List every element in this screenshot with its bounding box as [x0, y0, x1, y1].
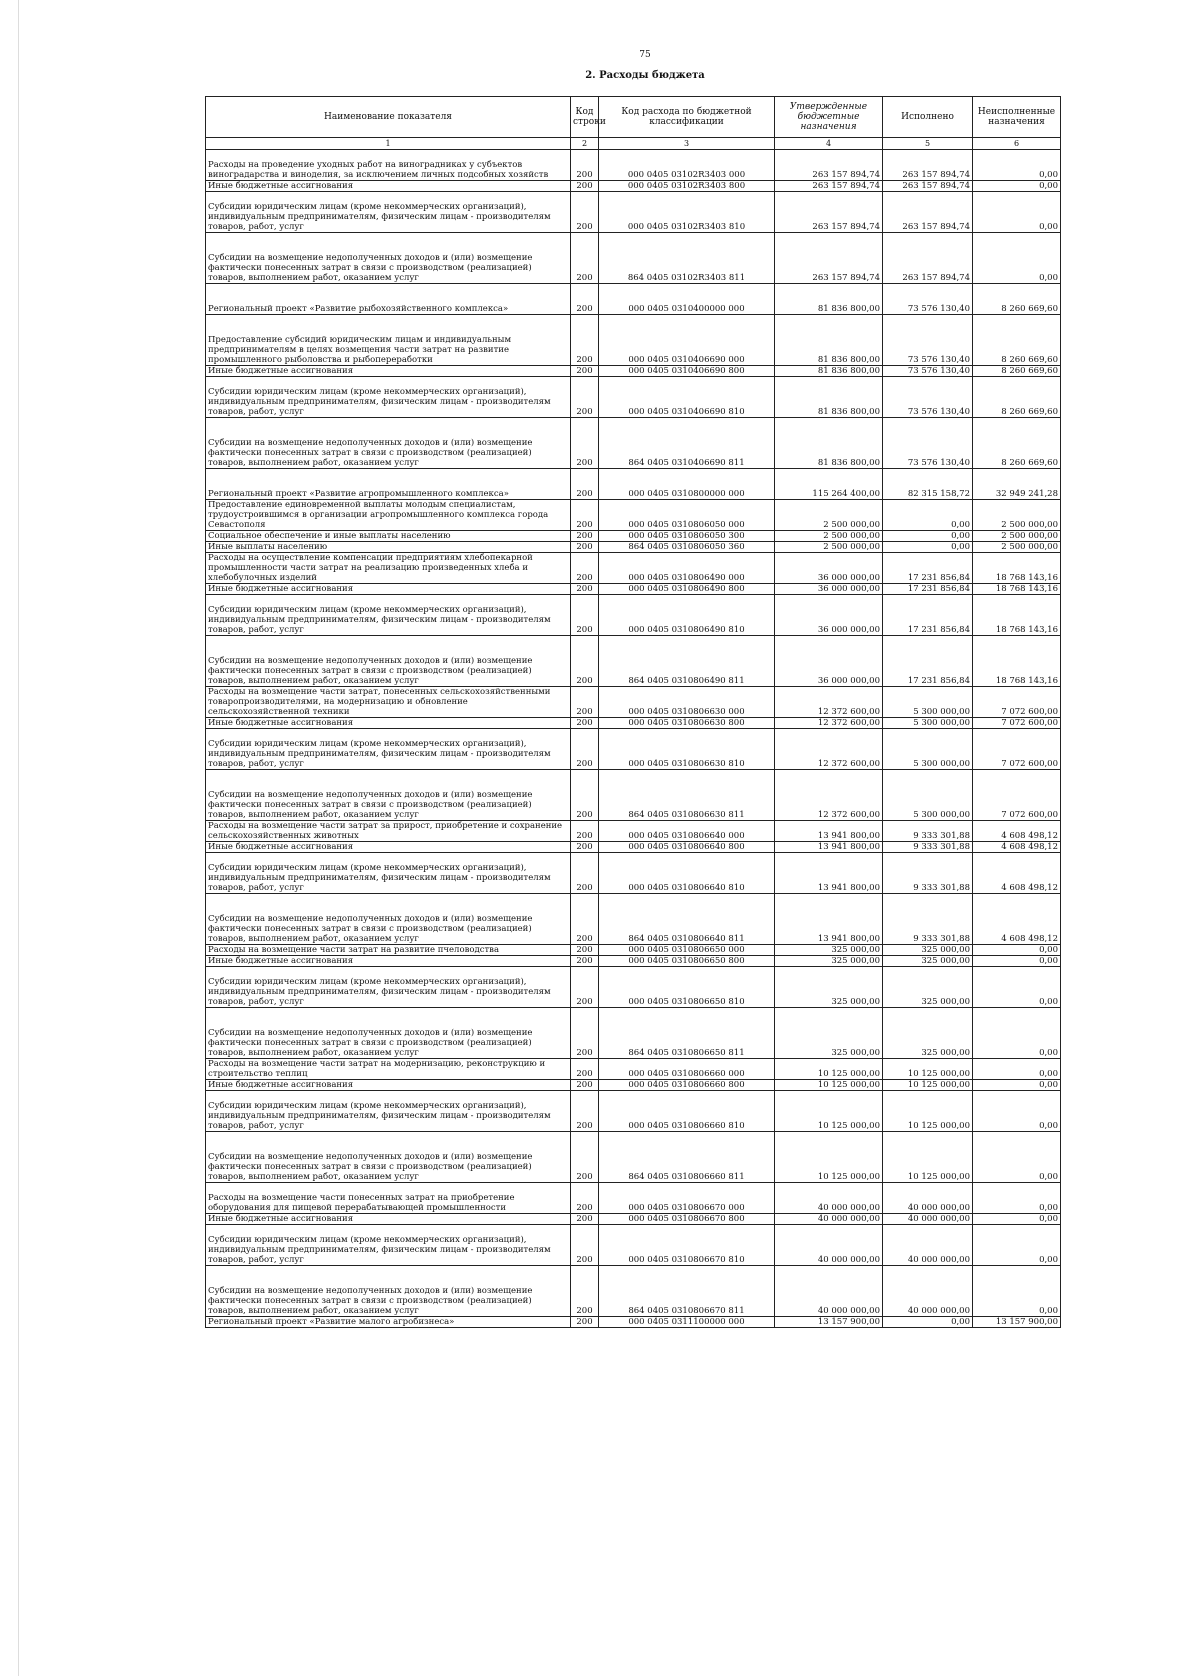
- table-row: [206, 729, 1061, 770]
- row-line-code-cell: 200: [571, 770, 599, 821]
- row-executed-cell: 10 125 000,00: [883, 1059, 973, 1080]
- row-approved-cell: 263 157 894,74: [775, 233, 883, 284]
- table-row: [206, 531, 1061, 542]
- section-title: 2. Расходы бюджета: [585, 70, 705, 81]
- row-name-cell: Субсидии юридическим лицам (кроме некоммерческих организаций), индивидуальным предпринимателям, физическим лицам - производителям товаров, работ, услуг: [206, 192, 571, 233]
- row-line-code-cell: 200: [571, 1091, 599, 1132]
- row-approved-cell: 12 372 600,00: [775, 718, 883, 729]
- row-executed-cell: 9 333 301,88: [883, 853, 973, 894]
- row-name-cell: Расходы на проведение уходных работ на виноградниках у субъектов виноградарства и виноделия, за исключением личных подсобных хозяйств: [206, 150, 571, 181]
- row-line-code-cell: 200: [571, 945, 599, 956]
- row-name-cell: Субсидии юридическим лицам (кроме некоммерческих организаций), индивидуальным предпринимателям, физическим лицам - производителям товаров, работ, услуг: [206, 1091, 571, 1132]
- row-name-cell: Региональный проект «Развитие агропромышленного комплекса»: [206, 469, 571, 500]
- row-executed-cell: 17 231 856,84: [883, 636, 973, 687]
- row-line-code-cell: 200: [571, 956, 599, 967]
- row-approved-cell: 40 000 000,00: [775, 1183, 883, 1214]
- row-budget-code-cell: 864 0405 0310806490 811: [599, 636, 775, 687]
- table-row: [206, 967, 1061, 1008]
- row-approved-cell: 325 000,00: [775, 1008, 883, 1059]
- row-budget-code-cell: 864 0405 0310806640 811: [599, 894, 775, 945]
- row-approved-cell: 325 000,00: [775, 945, 883, 956]
- row-unexecuted-cell: 4 608 498,12: [973, 853, 1061, 894]
- row-budget-code-cell: 000 0405 0310806050 000: [599, 500, 775, 531]
- row-approved-cell: 2 500 000,00: [775, 500, 883, 531]
- row-approved-cell: 81 836 800,00: [775, 366, 883, 377]
- table-row: [206, 366, 1061, 377]
- row-executed-cell: 263 157 894,74: [883, 233, 973, 284]
- row-unexecuted-cell: 0,00: [973, 956, 1061, 967]
- row-unexecuted-cell: 0,00: [973, 1008, 1061, 1059]
- table-row: [206, 595, 1061, 636]
- row-line-code-cell: 200: [571, 967, 599, 1008]
- row-approved-cell: 81 836 800,00: [775, 377, 883, 418]
- row-executed-cell: 0,00: [883, 542, 973, 553]
- row-unexecuted-cell: 7 072 600,00: [973, 770, 1061, 821]
- table-row: [206, 1080, 1061, 1091]
- row-budget-code-cell: 000 0405 0310806490 810: [599, 595, 775, 636]
- row-approved-cell: 12 372 600,00: [775, 770, 883, 821]
- header-executed: Исполнено: [883, 97, 973, 138]
- column-number: 3: [599, 138, 775, 150]
- row-executed-cell: 40 000 000,00: [883, 1214, 973, 1225]
- table-row: [206, 945, 1061, 956]
- row-executed-cell: 5 300 000,00: [883, 770, 973, 821]
- row-executed-cell: 263 157 894,74: [883, 181, 973, 192]
- row-line-code-cell: 200: [571, 181, 599, 192]
- row-line-code-cell: 200: [571, 377, 599, 418]
- row-budget-code-cell: 000 0405 0310806490 800: [599, 584, 775, 595]
- row-approved-cell: 325 000,00: [775, 967, 883, 1008]
- row-budget-code-cell: 864 0405 0310406690 811: [599, 418, 775, 469]
- row-approved-cell: 40 000 000,00: [775, 1225, 883, 1266]
- row-unexecuted-cell: 0,00: [973, 967, 1061, 1008]
- row-line-code-cell: 200: [571, 1183, 599, 1214]
- row-executed-cell: 5 300 000,00: [883, 729, 973, 770]
- row-approved-cell: 36 000 000,00: [775, 636, 883, 687]
- row-executed-cell: 73 576 130,40: [883, 284, 973, 315]
- row-unexecuted-cell: 4 608 498,12: [973, 842, 1061, 853]
- row-line-code-cell: 200: [571, 729, 599, 770]
- row-approved-cell: 81 836 800,00: [775, 315, 883, 366]
- row-name-cell: Субсидии юридическим лицам (кроме некоммерческих организаций), индивидуальным предпринимателям, физическим лицам - производителям товаров, работ, услуг: [206, 967, 571, 1008]
- row-budget-code-cell: 000 0405 0310806630 810: [599, 729, 775, 770]
- row-executed-cell: 9 333 301,88: [883, 842, 973, 853]
- row-executed-cell: 40 000 000,00: [883, 1183, 973, 1214]
- header-name: Наименование показателя: [206, 97, 571, 138]
- row-approved-cell: 263 157 894,74: [775, 150, 883, 181]
- row-unexecuted-cell: 2 500 000,00: [973, 500, 1061, 531]
- row-approved-cell: 12 372 600,00: [775, 729, 883, 770]
- row-line-code-cell: 200: [571, 842, 599, 853]
- row-name-cell: Субсидии юридическим лицам (кроме некоммерческих организаций), индивидуальным предпринимателям, физическим лицам - производителям товаров, работ, услуг: [206, 377, 571, 418]
- table-row: [206, 853, 1061, 894]
- row-budget-code-cell: 000 0405 0311100000 000: [599, 1317, 775, 1328]
- row-budget-code-cell: 000 0405 0310806650 800: [599, 956, 775, 967]
- row-unexecuted-cell: 18 768 143,16: [973, 584, 1061, 595]
- table-row: [206, 150, 1061, 181]
- header-approved: Утвержденные бюджетные назначения: [775, 97, 883, 138]
- row-budget-code-cell: 000 0405 0310806640 810: [599, 853, 775, 894]
- row-budget-code-cell: 000 0405 0310806650 000: [599, 945, 775, 956]
- table-row: [206, 1225, 1061, 1266]
- row-name-cell: Иные бюджетные ассигнования: [206, 1080, 571, 1091]
- row-budget-code-cell: 000 0405 0310806640 000: [599, 821, 775, 842]
- table-row: [206, 1183, 1061, 1214]
- row-name-cell: Субсидии на возмещение недополученных доходов и (или) возмещение фактически понесенных затрат в связи с производством (реализацией) товаров, выполнением работ, оказанием услуг: [206, 1266, 571, 1317]
- row-executed-cell: 9 333 301,88: [883, 894, 973, 945]
- row-name-cell: Субсидии на возмещение недополученных доходов и (или) возмещение фактически понесенных затрат в связи с производством (реализацией) товаров, выполнением работ, оказанием услуг: [206, 770, 571, 821]
- table-row: [206, 315, 1061, 366]
- row-budget-code-cell: 000 0405 0310806630 000: [599, 687, 775, 718]
- row-line-code-cell: 200: [571, 418, 599, 469]
- row-approved-cell: 10 125 000,00: [775, 1132, 883, 1183]
- row-executed-cell: 73 576 130,40: [883, 366, 973, 377]
- row-executed-cell: 10 125 000,00: [883, 1132, 973, 1183]
- row-budget-code-cell: 000 0405 0310806650 810: [599, 967, 775, 1008]
- page-number: 75: [639, 50, 651, 60]
- row-executed-cell: 325 000,00: [883, 967, 973, 1008]
- row-unexecuted-cell: 13 157 900,00: [973, 1317, 1061, 1328]
- row-budget-code-cell: 864 0405 0310806650 811: [599, 1008, 775, 1059]
- table-row: [206, 821, 1061, 842]
- row-line-code-cell: 200: [571, 1214, 599, 1225]
- row-budget-code-cell: 000 0405 03102R3403 810: [599, 192, 775, 233]
- table-row: [206, 842, 1061, 853]
- column-number: 2: [571, 138, 599, 150]
- row-line-code-cell: 200: [571, 894, 599, 945]
- row-line-code-cell: 200: [571, 1059, 599, 1080]
- row-line-code-cell: 200: [571, 233, 599, 284]
- row-approved-cell: 36 000 000,00: [775, 595, 883, 636]
- row-line-code-cell: 200: [571, 1008, 599, 1059]
- row-name-cell: Субсидии на возмещение недополученных доходов и (или) возмещение фактически понесенных затрат в связи с производством (реализацией) товаров, выполнением работ, оказанием услуг: [206, 418, 571, 469]
- table-row: [206, 553, 1061, 584]
- row-approved-cell: 10 125 000,00: [775, 1091, 883, 1132]
- row-unexecuted-cell: 0,00: [973, 1059, 1061, 1080]
- table-row: [206, 584, 1061, 595]
- table-row: [206, 181, 1061, 192]
- row-budget-code-cell: 000 0405 0310406690 810: [599, 377, 775, 418]
- row-executed-cell: 73 576 130,40: [883, 315, 973, 366]
- row-name-cell: Расходы на возмещение части затрат за прирост, приобретение и сохранение сельскохозяйственных животных: [206, 821, 571, 842]
- row-budget-code-cell: 000 0405 0310806640 800: [599, 842, 775, 853]
- row-unexecuted-cell: 0,00: [973, 1214, 1061, 1225]
- row-executed-cell: 5 300 000,00: [883, 687, 973, 718]
- row-unexecuted-cell: 0,00: [973, 1225, 1061, 1266]
- row-unexecuted-cell: 0,00: [973, 1266, 1061, 1317]
- row-line-code-cell: 200: [571, 636, 599, 687]
- row-budget-code-cell: 000 0405 0310806490 000: [599, 553, 775, 584]
- table-row: [206, 233, 1061, 284]
- row-approved-cell: 81 836 800,00: [775, 418, 883, 469]
- row-approved-cell: 13 941 800,00: [775, 894, 883, 945]
- row-budget-code-cell: 864 0405 0310806660 811: [599, 1132, 775, 1183]
- row-unexecuted-cell: 0,00: [973, 1183, 1061, 1214]
- row-budget-code-cell: 000 0405 0310806660 810: [599, 1091, 775, 1132]
- row-unexecuted-cell: 8 260 669,60: [973, 377, 1061, 418]
- table-row: [206, 284, 1061, 315]
- row-budget-code-cell: 000 0405 0310806660 000: [599, 1059, 775, 1080]
- row-unexecuted-cell: 8 260 669,60: [973, 366, 1061, 377]
- column-number: 4: [775, 138, 883, 150]
- row-name-cell: Социальное обеспечение и иные выплаты населению: [206, 531, 571, 542]
- row-name-cell: Субсидии на возмещение недополученных доходов и (или) возмещение фактически понесенных затрат в связи с производством (реализацией) товаров, выполнением работ, оказанием услуг: [206, 1008, 571, 1059]
- row-name-cell: Субсидии юридическим лицам (кроме некоммерческих организаций), индивидуальным предпринимателям, физическим лицам - производителям товаров, работ, услуг: [206, 853, 571, 894]
- row-name-cell: Региональный проект «Развитие малого агробизнеса»: [206, 1317, 571, 1328]
- row-line-code-cell: 200: [571, 718, 599, 729]
- header-line-code: Код строки: [571, 97, 599, 138]
- row-unexecuted-cell: 8 260 669,60: [973, 284, 1061, 315]
- row-approved-cell: 115 264 400,00: [775, 469, 883, 500]
- table-row: [206, 418, 1061, 469]
- row-line-code-cell: 200: [571, 687, 599, 718]
- row-executed-cell: 17 231 856,84: [883, 595, 973, 636]
- row-approved-cell: 13 941 800,00: [775, 853, 883, 894]
- row-budget-code-cell: 864 0405 0310806670 811: [599, 1266, 775, 1317]
- row-line-code-cell: 200: [571, 553, 599, 584]
- row-approved-cell: 40 000 000,00: [775, 1266, 883, 1317]
- row-budget-code-cell: 000 0405 0310406690 800: [599, 366, 775, 377]
- row-unexecuted-cell: 4 608 498,12: [973, 821, 1061, 842]
- row-line-code-cell: 200: [571, 821, 599, 842]
- row-budget-code-cell: 000 0405 0310806660 800: [599, 1080, 775, 1091]
- row-unexecuted-cell: 0,00: [973, 1080, 1061, 1091]
- table-row: [206, 636, 1061, 687]
- row-line-code-cell: 200: [571, 595, 599, 636]
- column-number: 5: [883, 138, 973, 150]
- row-executed-cell: 0,00: [883, 1317, 973, 1328]
- row-executed-cell: 5 300 000,00: [883, 718, 973, 729]
- row-budget-code-cell: 000 0405 0310806670 810: [599, 1225, 775, 1266]
- column-number: 6: [973, 138, 1061, 150]
- row-approved-cell: 10 125 000,00: [775, 1080, 883, 1091]
- table-row: [206, 894, 1061, 945]
- row-budget-code-cell: 864 0405 0310806630 811: [599, 770, 775, 821]
- table-row: [206, 1091, 1061, 1132]
- row-name-cell: Субсидии на возмещение недополученных доходов и (или) возмещение фактически понесенных затрат в связи с производством (реализацией) товаров, выполнением работ, оказанием услуг: [206, 1132, 571, 1183]
- row-approved-cell: 13 941 800,00: [775, 821, 883, 842]
- row-unexecuted-cell: 2 500 000,00: [973, 542, 1061, 553]
- row-budget-code-cell: 000 0405 0310806630 800: [599, 718, 775, 729]
- row-executed-cell: 325 000,00: [883, 945, 973, 956]
- row-approved-cell: 40 000 000,00: [775, 1214, 883, 1225]
- row-name-cell: Иные бюджетные ассигнования: [206, 366, 571, 377]
- row-approved-cell: 263 157 894,74: [775, 181, 883, 192]
- row-unexecuted-cell: 0,00: [973, 192, 1061, 233]
- row-line-code-cell: 200: [571, 192, 599, 233]
- row-executed-cell: 17 231 856,84: [883, 553, 973, 584]
- row-budget-code-cell: 000 0405 0310800000 000: [599, 469, 775, 500]
- row-name-cell: Расходы на осуществление компенсации предприятиям хлебопекарной промышленности части затрат на реализацию произведенных хлеба и хлебобулочных изделий: [206, 553, 571, 584]
- row-approved-cell: 10 125 000,00: [775, 1059, 883, 1080]
- row-name-cell: Иные бюджетные ассигнования: [206, 718, 571, 729]
- row-approved-cell: 36 000 000,00: [775, 553, 883, 584]
- row-approved-cell: 13 157 900,00: [775, 1317, 883, 1328]
- row-executed-cell: 325 000,00: [883, 956, 973, 967]
- row-name-cell: Расходы на возмещение части понесенных затрат на приобретение оборудования для пищевой перерабатывающей промышленности: [206, 1183, 571, 1214]
- row-name-cell: Региональный проект «Развитие рыбохозяйственного комплекса»: [206, 284, 571, 315]
- row-name-cell: Иные бюджетные ассигнования: [206, 1214, 571, 1225]
- row-executed-cell: 73 576 130,40: [883, 377, 973, 418]
- table-row: [206, 500, 1061, 531]
- row-unexecuted-cell: 0,00: [973, 1132, 1061, 1183]
- row-line-code-cell: 200: [571, 1266, 599, 1317]
- table-row: [206, 1266, 1061, 1317]
- row-budget-code-cell: 000 0405 03102R3403 000: [599, 150, 775, 181]
- row-executed-cell: 73 576 130,40: [883, 418, 973, 469]
- column-number-row: [206, 138, 1061, 150]
- row-unexecuted-cell: 0,00: [973, 233, 1061, 284]
- row-unexecuted-cell: 7 072 600,00: [973, 687, 1061, 718]
- header-unexecuted: Неисполненные назначения: [973, 97, 1061, 138]
- row-name-cell: Предоставление единовременной выплаты молодым специалистам, трудоустроившимся в организации агропромышленного комплекса города Севастополя: [206, 500, 571, 531]
- row-unexecuted-cell: 18 768 143,16: [973, 636, 1061, 687]
- row-unexecuted-cell: 8 260 669,60: [973, 315, 1061, 366]
- row-line-code-cell: 200: [571, 315, 599, 366]
- row-unexecuted-cell: 7 072 600,00: [973, 729, 1061, 770]
- budget-expenses-table: [205, 96, 1061, 1328]
- row-name-cell: Иные бюджетные ассигнования: [206, 584, 571, 595]
- row-name-cell: Субсидии на возмещение недополученных доходов и (или) возмещение фактически понесенных затрат в связи с производством (реализацией) товаров, выполнением работ, оказанием услуг: [206, 894, 571, 945]
- table-row: [206, 687, 1061, 718]
- table-body: [206, 150, 1061, 1328]
- row-unexecuted-cell: 18 768 143,16: [973, 595, 1061, 636]
- table-row: [206, 1214, 1061, 1225]
- row-unexecuted-cell: 0,00: [973, 1091, 1061, 1132]
- row-line-code-cell: 200: [571, 284, 599, 315]
- row-budget-code-cell: 000 0405 0310406690 000: [599, 315, 775, 366]
- row-executed-cell: 263 157 894,74: [883, 192, 973, 233]
- table-header-row: [206, 97, 1061, 138]
- row-name-cell: Субсидии юридическим лицам (кроме некоммерческих организаций), индивидуальным предпринимателям, физическим лицам - производителям товаров, работ, услуг: [206, 595, 571, 636]
- row-name-cell: Предоставление субсидий юридическим лицам и индивидуальным предпринимателям в целях возмещения части затрат на развитие промышленного рыболовства и рыбопереработки: [206, 315, 571, 366]
- table-row: [206, 469, 1061, 500]
- row-budget-code-cell: 000 0405 0310806670 800: [599, 1214, 775, 1225]
- row-name-cell: Субсидии на возмещение недополученных доходов и (или) возмещение фактически понесенных затрат в связи с производством (реализацией) товаров, выполнением работ, оказанием услуг: [206, 233, 571, 284]
- table-row: [206, 1132, 1061, 1183]
- column-number: 1: [206, 138, 571, 150]
- row-executed-cell: 325 000,00: [883, 1008, 973, 1059]
- row-executed-cell: 82 315 158,72: [883, 469, 973, 500]
- row-approved-cell: 2 500 000,00: [775, 542, 883, 553]
- row-unexecuted-cell: 18 768 143,16: [973, 553, 1061, 584]
- row-unexecuted-cell: 0,00: [973, 150, 1061, 181]
- row-line-code-cell: 200: [571, 531, 599, 542]
- row-approved-cell: 2 500 000,00: [775, 531, 883, 542]
- row-line-code-cell: 200: [571, 584, 599, 595]
- row-line-code-cell: 200: [571, 1132, 599, 1183]
- row-approved-cell: 13 941 800,00: [775, 842, 883, 853]
- row-executed-cell: 9 333 301,88: [883, 821, 973, 842]
- table-row: [206, 718, 1061, 729]
- table-row: [206, 956, 1061, 967]
- row-budget-code-cell: 000 0405 0310806050 300: [599, 531, 775, 542]
- row-name-cell: Расходы на возмещение части затрат, понесенных сельскохозяйственными товаропроизводителями, на модернизацию и обновление сельскохозяйственной техники: [206, 687, 571, 718]
- row-executed-cell: 17 231 856,84: [883, 584, 973, 595]
- row-executed-cell: 40 000 000,00: [883, 1225, 973, 1266]
- row-line-code-cell: 200: [571, 542, 599, 553]
- row-name-cell: Расходы на возмещение части затрат на развитие пчеловодства: [206, 945, 571, 956]
- row-line-code-cell: 200: [571, 1225, 599, 1266]
- row-executed-cell: 263 157 894,74: [883, 150, 973, 181]
- row-approved-cell: 81 836 800,00: [775, 284, 883, 315]
- row-budget-code-cell: 000 0405 0310806670 000: [599, 1183, 775, 1214]
- row-name-cell: Иные бюджетные ассигнования: [206, 181, 571, 192]
- row-executed-cell: 40 000 000,00: [883, 1266, 973, 1317]
- row-budget-code-cell: 864 0405 03102R3403 811: [599, 233, 775, 284]
- row-line-code-cell: 200: [571, 150, 599, 181]
- row-name-cell: Расходы на возмещение части затрат на модернизацию, реконструкцию и строительство теплиц: [206, 1059, 571, 1080]
- row-budget-code-cell: 864 0405 0310806050 360: [599, 542, 775, 553]
- row-line-code-cell: 200: [571, 366, 599, 377]
- row-name-cell: Иные бюджетные ассигнования: [206, 956, 571, 967]
- table-row: [206, 377, 1061, 418]
- row-line-code-cell: 200: [571, 469, 599, 500]
- row-executed-cell: 0,00: [883, 500, 973, 531]
- row-line-code-cell: 200: [571, 500, 599, 531]
- row-unexecuted-cell: 4 608 498,12: [973, 894, 1061, 945]
- table-row: [206, 192, 1061, 233]
- table-row: [206, 770, 1061, 821]
- row-executed-cell: 10 125 000,00: [883, 1091, 973, 1132]
- table-row: [206, 1008, 1061, 1059]
- header-budget-code: Код расхода по бюджетной классификации: [599, 97, 775, 138]
- row-unexecuted-cell: 0,00: [973, 181, 1061, 192]
- row-unexecuted-cell: 0,00: [973, 945, 1061, 956]
- table-row: [206, 1059, 1061, 1080]
- row-budget-code-cell: 000 0405 03102R3403 800: [599, 181, 775, 192]
- row-name-cell: Иные выплаты населению: [206, 542, 571, 553]
- row-budget-code-cell: 000 0405 0310400000 000: [599, 284, 775, 315]
- row-name-cell: Субсидии юридическим лицам (кроме некоммерческих организаций), индивидуальным предпринимателям, физическим лицам - производителям товаров, работ, услуг: [206, 1225, 571, 1266]
- row-unexecuted-cell: 8 260 669,60: [973, 418, 1061, 469]
- row-line-code-cell: 200: [571, 1080, 599, 1091]
- row-approved-cell: 263 157 894,74: [775, 192, 883, 233]
- row-unexecuted-cell: 32 949 241,28: [973, 469, 1061, 500]
- row-name-cell: Иные бюджетные ассигнования: [206, 842, 571, 853]
- row-approved-cell: 12 372 600,00: [775, 687, 883, 718]
- row-line-code-cell: 200: [571, 853, 599, 894]
- row-name-cell: Субсидии юридическим лицам (кроме некоммерческих организаций), индивидуальным предпринимателям, физическим лицам - производителям товаров, работ, услуг: [206, 729, 571, 770]
- row-approved-cell: 36 000 000,00: [775, 584, 883, 595]
- row-executed-cell: 10 125 000,00: [883, 1080, 973, 1091]
- row-line-code-cell: 200: [571, 1317, 599, 1328]
- row-executed-cell: 0,00: [883, 531, 973, 542]
- table-row: [206, 1317, 1061, 1328]
- scan-edge-line: [18, 0, 19, 1676]
- row-unexecuted-cell: 2 500 000,00: [973, 531, 1061, 542]
- row-unexecuted-cell: 7 072 600,00: [973, 718, 1061, 729]
- row-name-cell: Субсидии на возмещение недополученных доходов и (или) возмещение фактически понесенных затрат в связи с производством (реализацией) товаров, выполнением работ, оказанием услуг: [206, 636, 571, 687]
- row-approved-cell: 325 000,00: [775, 956, 883, 967]
- table-row: [206, 542, 1061, 553]
